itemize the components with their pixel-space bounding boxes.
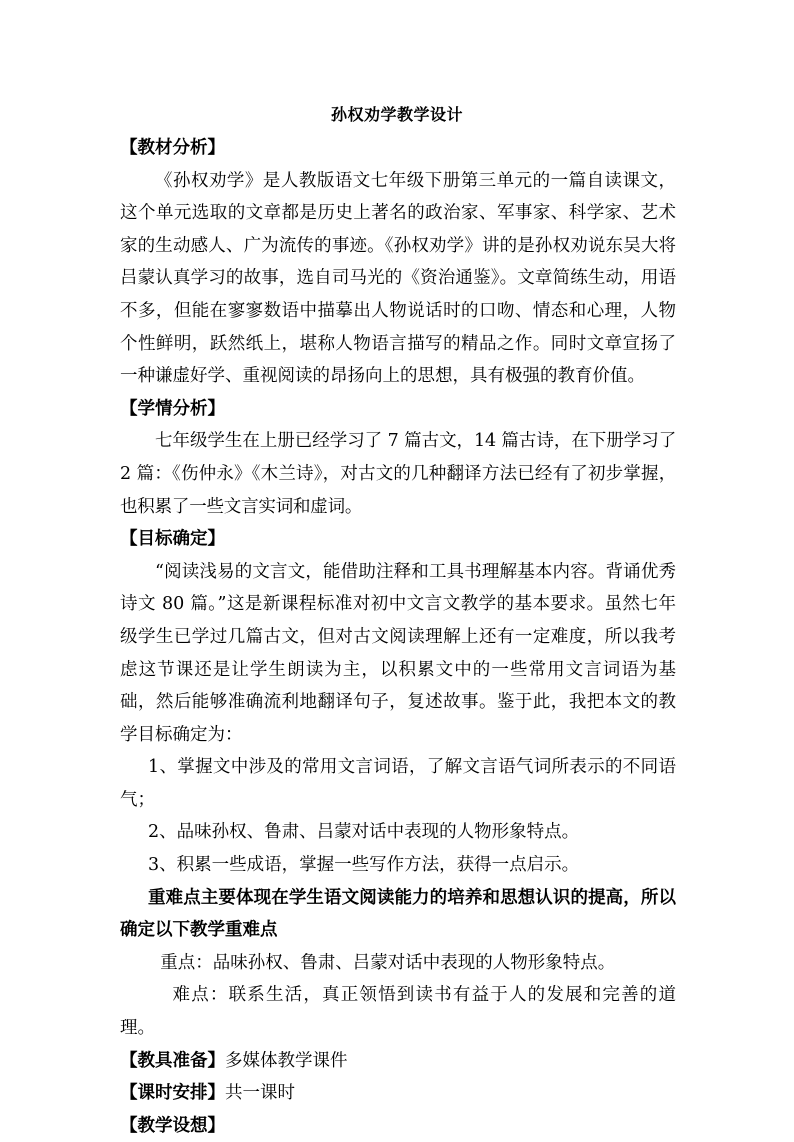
- section-heading-student-analysis: 【学情分析】: [120, 398, 225, 419]
- section-heading-teaching-design: 【教学设想】: [120, 1115, 225, 1136]
- section-heading-tools: 【教具准备】: [120, 1050, 225, 1071]
- goals-paragraph: “阅读浅易的文言文，能借助注释和工具书理解基本内容。背诵优秀诗文 80 篇。”这是新课程标准对初中文言文教学的基本要求。虽然七年级学生已学过几篇古文，但对古文阅读理解上还有一定难度，所以我考虑这节课还是让学生朗读为主，以积累文中的一些常用文言词语为基础，然后能够准确流利地翻译句子，复述故事。鉴于此，我把本文的教学目标确定为：: [120, 561, 676, 745]
- document-body: [120, 132, 676, 1142]
- section-heading-textbook-analysis: 【教材分析】: [120, 138, 225, 158]
- document-title: 孙权劝学教学设计: [330, 105, 463, 124]
- key-point: 重点：品味孙权、鲁肃、吕蒙对话中表现的人物形象特点。: [160, 952, 616, 973]
- section-heading-schedule: 【课时安排】: [120, 1083, 225, 1104]
- tools-line: [120, 1045, 676, 1078]
- student-analysis-paragraph: 七年级学生在上册已经学习了 7 篇古文，14 篇古诗，在下册学习了 2 篇：《伤仲永》《木兰诗》，对古文的几种翻译方法已经有了初步掌握，也积累了一些文言实词和虚词。: [120, 431, 676, 517]
- schedule-text: 共一课时: [225, 1083, 295, 1104]
- textbook-analysis-paragraph: 《孙权劝学》是人教版语文七年级下册第三单元的一篇自读课文，这个单元选取的文章都是历史上著名的政治家、军事家、科学家、艺术家的生动感人、广为流传的事迹。《孙权劝学》讲的是孙权劝说东吴大将吕蒙认真学习的故事，选自司马光的《资治通鉴》。文章简练生动，用语不多，但能在寥寥数语中描摹出人物说话时的口吻、情态和心理，人物个性鲜明，跃然纸上，堪称人物语言描写的精品之作。同时文章宣扬了一种谦虚好学、重视阅读的昂扬向上的思想，具有极强的教育价值。: [120, 170, 676, 387]
- section-heading-goals: 【目标确定】: [120, 529, 225, 550]
- goal-item-3: 3、积累一些成语，掌握一些写作方法，获得一点启示。: [148, 855, 580, 876]
- goal-item-2: 2、品味孙权、鲁肃、吕蒙对话中表现的人物形象特点。: [148, 822, 580, 843]
- schedule-line: [120, 1077, 676, 1110]
- goal-item-1: 1、掌握文中涉及的常用文言词语，了解文言语气词所表示的不同语气；: [120, 757, 676, 810]
- key-difficult-intro: 重难点主要体现在学生语文阅读能力的培养和思想认识的提高，所以确定以下教学重难点: [120, 887, 676, 941]
- difficult-point: 难点：联系生活，真正领悟到读书有益于人的发展和完善的道理。: [120, 985, 676, 1039]
- tools-text: 多媒体教学课件: [225, 1050, 348, 1071]
